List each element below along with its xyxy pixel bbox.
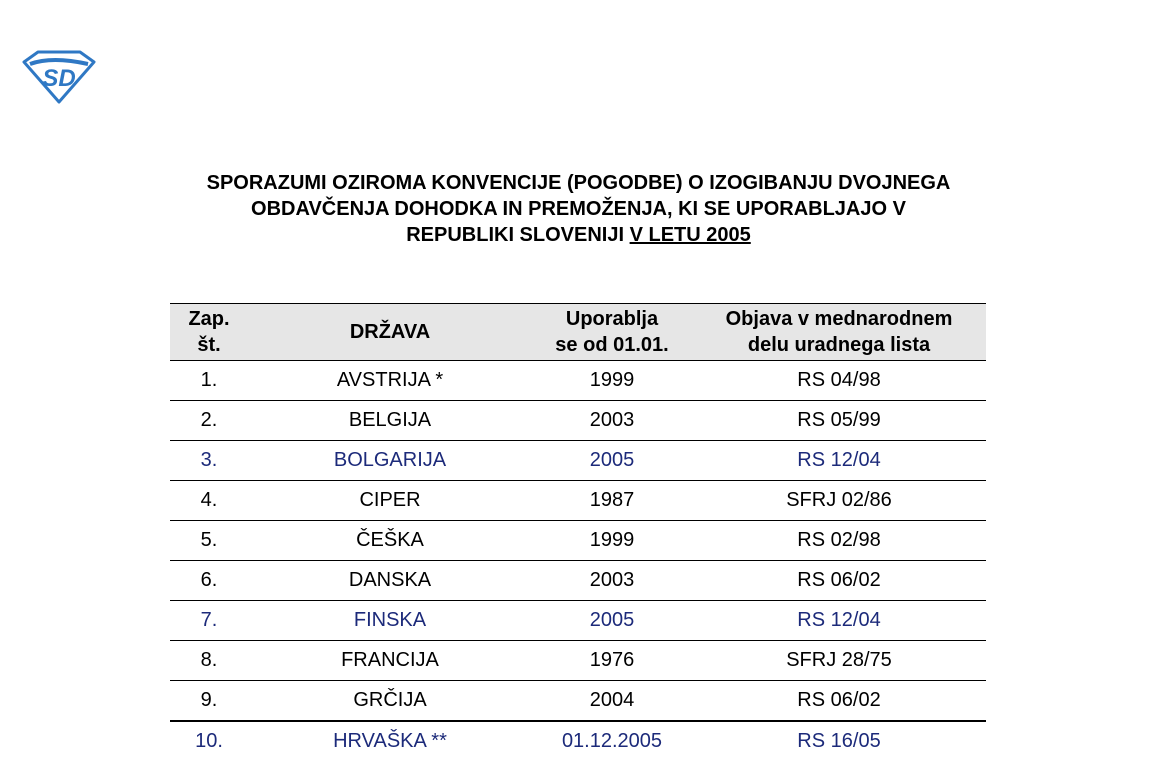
table-row — [170, 521, 986, 561]
table-row — [170, 641, 986, 681]
table-row — [170, 561, 986, 601]
row-publication: RS 02/98 — [692, 521, 986, 561]
table-row — [170, 721, 986, 769]
logo-text: SD — [42, 65, 76, 92]
row-country: FRANCIJA — [248, 641, 532, 681]
row-number: 5. — [170, 521, 248, 561]
row-country: AVSTRIJA * — [248, 361, 532, 401]
row-country: DANSKA — [248, 561, 532, 601]
row-publication: RS 04/98 — [692, 361, 986, 401]
tax-treaties-table — [170, 303, 986, 769]
row-number: 6. — [170, 561, 248, 601]
row-country: BOLGARIJA — [248, 441, 532, 481]
row-country: GRČIJA — [248, 681, 532, 722]
row-year: 1987 — [532, 481, 692, 521]
row-year: 1999 — [532, 521, 692, 561]
row-year: 2005 — [532, 601, 692, 641]
row-number: 8. — [170, 641, 248, 681]
row-country: HRVAŠKA ** — [248, 721, 532, 769]
row-country: FINSKA — [248, 601, 532, 641]
row-country: CIPER — [248, 481, 532, 521]
table-header-row — [170, 304, 986, 361]
row-year: 2003 — [532, 401, 692, 441]
row-publication: RS 06/02 — [692, 681, 986, 722]
row-year: 2003 — [532, 561, 692, 601]
table-row — [170, 361, 986, 401]
title-line-3 — [0, 222, 1157, 248]
table-row — [170, 481, 986, 521]
row-year: 1999 — [532, 361, 692, 401]
row-number: 4. — [170, 481, 248, 521]
title-line-1: SPORAZUMI OZIROMA KONVENCIJE (POGODBE) O IZOGIBANJU DVOJNEGA — [206, 172, 951, 194]
title-year-emphasis: V LETU 2005 — [629, 224, 751, 246]
row-country: BELGIJA — [248, 401, 532, 441]
title-line-3-prefix: REPUBLIKI SLOVENIJI — [406, 224, 625, 246]
row-publication: RS 12/04 — [692, 601, 986, 641]
row-publication: RS 16/05 — [692, 721, 986, 769]
row-number: 10. — [170, 721, 248, 769]
company-logo-icon — [22, 48, 96, 104]
table-row — [170, 441, 986, 481]
row-year: 1976 — [532, 641, 692, 681]
table-row — [170, 401, 986, 441]
row-publication: SFRJ 28/75 — [692, 641, 986, 681]
row-country: ČEŠKA — [248, 521, 532, 561]
table-row — [170, 601, 986, 641]
title-line-2: OBDAVČENJA DOHODKA IN PREMOŽENJA, KI SE UPORABLJAJO V — [251, 198, 906, 220]
row-number: 7. — [170, 601, 248, 641]
row-number: 9. — [170, 681, 248, 722]
row-publication: RS 12/04 — [692, 441, 986, 481]
row-number: 2. — [170, 401, 248, 441]
header-country: DRŽAVA — [248, 304, 532, 361]
row-year: 2004 — [532, 681, 692, 722]
row-number: 1. — [170, 361, 248, 401]
row-publication: RS 05/99 — [692, 401, 986, 441]
row-publication: RS 06/02 — [692, 561, 986, 601]
row-number: 3. — [170, 441, 248, 481]
table-row — [170, 681, 986, 722]
header-publication: Objava v mednarodnem delu uradnega lista — [692, 304, 986, 361]
header-number: Zap. št. — [170, 304, 248, 361]
row-year: 2005 — [532, 441, 692, 481]
row-year: 01.12.2005 — [532, 721, 692, 769]
row-publication: SFRJ 02/86 — [692, 481, 986, 521]
page-title — [0, 170, 1157, 248]
header-used-since: Uporablja se od 01.01. — [532, 304, 692, 361]
